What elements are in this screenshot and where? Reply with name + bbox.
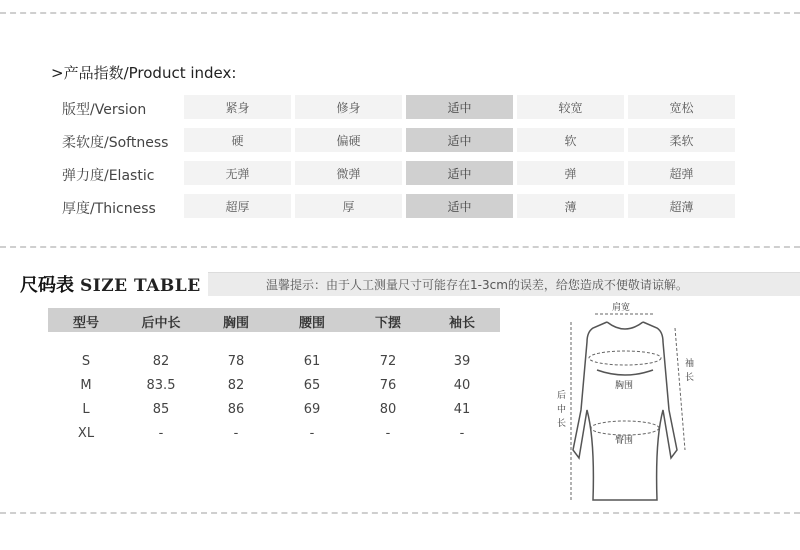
middle-divider [0, 246, 800, 248]
label-back-2: 中 [557, 405, 567, 415]
index-row [0, 161, 800, 189]
size-value: 39 [453, 354, 471, 369]
index-option: 柔软 [628, 128, 735, 152]
size-value: 69 [303, 402, 321, 417]
size-value: - [385, 426, 391, 441]
index-option: 软 [517, 128, 624, 152]
index-option: 无弹 [184, 161, 291, 185]
label-chest: 胸围 [615, 381, 634, 391]
index-row [0, 95, 800, 123]
label-sleeve-2: 长 [685, 373, 695, 383]
index-row-label: 厚度/Thicness [62, 201, 156, 217]
label-sleeve-1: 袖 [685, 359, 695, 369]
index-row-label: 版型/Version [62, 102, 147, 118]
label-back-1: 后 [557, 391, 567, 401]
index-option: 偏硬 [295, 128, 402, 152]
size-table-title [20, 271, 201, 297]
index-row-label: 柔软度/Softness [62, 135, 169, 151]
size-value: 85 [152, 402, 170, 417]
index-option-selected: 适中 [406, 194, 513, 218]
size-value: 80 [379, 402, 397, 417]
top-divider [0, 12, 800, 14]
size-value: - [309, 426, 315, 441]
size-label: S [81, 354, 91, 369]
size-table-header-cell: 后中长 [141, 316, 181, 331]
size-value: - [233, 426, 239, 441]
size-value: 82 [152, 354, 170, 369]
size-label: L [82, 402, 90, 417]
size-value: 41 [453, 402, 471, 417]
size-table-header-cell: 袖长 [448, 316, 475, 331]
size-value: 65 [303, 378, 321, 393]
index-option: 较宽 [517, 95, 624, 119]
size-title-cn: 尺码表 [20, 275, 74, 296]
index-option-selected: 适中 [406, 161, 513, 185]
product-index-title: >产品指数/Product index: [51, 64, 237, 82]
index-option: 硬 [184, 128, 291, 152]
size-title-en: SIZE TABLE [80, 276, 201, 296]
measurement-tip: 温馨提示：由于人工测量尺寸可能存在1-3cm的误差，给您造成不便敬请谅解。 [208, 272, 800, 296]
size-value: 86 [227, 402, 245, 417]
size-label: XL [77, 426, 95, 441]
size-table-header-cell: 胸围 [222, 316, 249, 331]
index-option: 微弹 [295, 161, 402, 185]
index-option: 薄 [517, 194, 624, 218]
index-option: 修身 [295, 95, 402, 119]
size-value: 76 [379, 378, 397, 393]
size-value: 72 [379, 354, 397, 369]
index-option-selected: 适中 [406, 128, 513, 152]
label-hip: 臀围 [615, 436, 634, 446]
index-option: 超薄 [628, 194, 735, 218]
size-table-header [48, 308, 500, 332]
size-value: 61 [303, 354, 321, 369]
index-option: 弹 [517, 161, 624, 185]
index-option: 超弹 [628, 161, 735, 185]
index-option: 宽松 [628, 95, 735, 119]
size-value: - [158, 426, 164, 441]
size-value: 82 [227, 378, 245, 393]
size-table-header-cell: 腰围 [298, 316, 325, 331]
index-row [0, 128, 800, 156]
bottom-divider [0, 512, 800, 514]
dress-measurement-diagram [535, 300, 715, 510]
index-option: 厚 [295, 194, 402, 218]
index-row-label: 弹力度/Elastic [62, 168, 155, 184]
index-option: 紧身 [184, 95, 291, 119]
size-label: M [80, 378, 92, 393]
size-value: 78 [227, 354, 245, 369]
index-option-selected: 适中 [406, 95, 513, 119]
label-shoulder: 肩宽 [612, 303, 631, 313]
index-row [0, 194, 800, 222]
size-table-header-cell: 下摆 [374, 316, 401, 331]
size-value: 83.5 [146, 378, 176, 393]
size-value: - [459, 426, 465, 441]
size-table-header-cell: 型号 [72, 316, 99, 331]
label-back-3: 长 [557, 419, 567, 429]
size-value: 40 [453, 378, 471, 393]
index-option: 超厚 [184, 194, 291, 218]
